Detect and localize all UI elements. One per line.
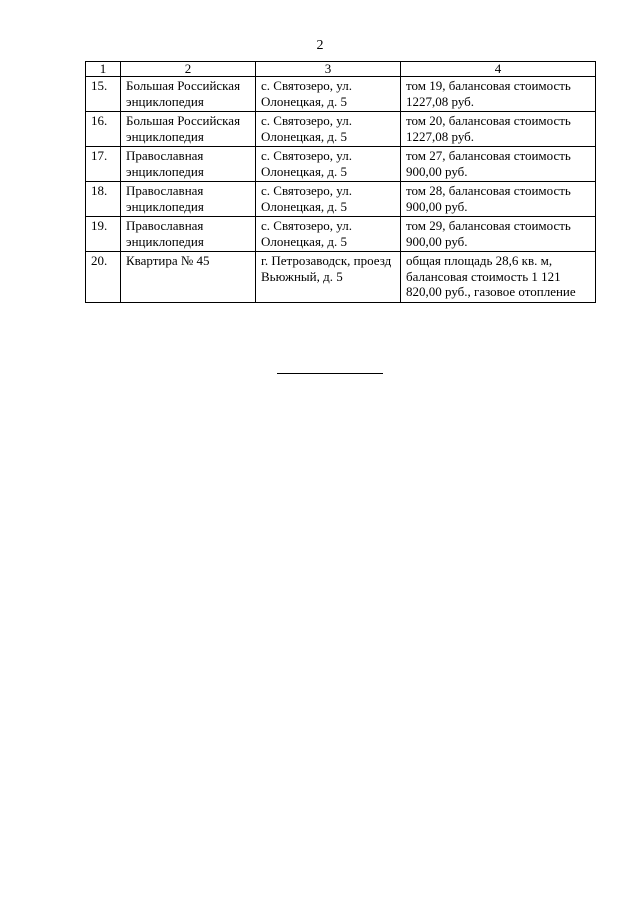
item-description: том 27, балансовая стоимость 900,00 руб. — [401, 147, 596, 182]
column-header: 1 — [86, 62, 121, 77]
item-name: Большая Российская энциклопедия — [121, 112, 256, 147]
row-number: 17. — [86, 147, 121, 182]
table-row — [86, 217, 596, 252]
item-description: том 28, балансовая стоимость 900,00 руб. — [401, 182, 596, 217]
item-description: том 20, балансовая стоимость 1227,08 руб. — [401, 112, 596, 147]
item-address: с. Святозеро, ул. Олонецкая, д. 5 — [256, 182, 401, 217]
column-header: 4 — [401, 62, 596, 77]
row-number: 16. — [86, 112, 121, 147]
item-name: Православная энциклопедия — [121, 147, 256, 182]
item-address: с. Святозеро, ул. Олонецкая, д. 5 — [256, 77, 401, 112]
table-row — [86, 147, 596, 182]
row-number: 19. — [86, 217, 121, 252]
row-number: 20. — [86, 252, 121, 303]
end-divider — [277, 373, 383, 374]
property-table — [85, 61, 596, 303]
item-address: с. Святозеро, ул. Олонецкая, д. 5 — [256, 217, 401, 252]
row-number: 18. — [86, 182, 121, 217]
page-number: 2 — [316, 38, 324, 53]
row-number: 15. — [86, 77, 121, 112]
column-header: 3 — [256, 62, 401, 77]
item-address: с. Святозеро, ул. Олонецкая, д. 5 — [256, 112, 401, 147]
item-address: с. Святозеро, ул. Олонецкая, д. 5 — [256, 147, 401, 182]
table-row — [86, 112, 596, 147]
table-row — [86, 77, 596, 112]
item-name: Православная энциклопедия — [121, 182, 256, 217]
column-header: 2 — [121, 62, 256, 77]
table-row — [86, 182, 596, 217]
item-description: том 29, балансовая стоимость 900,00 руб. — [401, 217, 596, 252]
table-header-row — [86, 62, 596, 77]
item-description: том 19, балансовая стоимость 1227,08 руб. — [401, 77, 596, 112]
item-name: Православная энциклопедия — [121, 217, 256, 252]
item-address: г. Петрозаводск, проезд Вьюжный, д. 5 — [256, 252, 401, 303]
item-name: Квартира № 45 — [121, 252, 256, 303]
item-name: Большая Российская энциклопедия — [121, 77, 256, 112]
item-description: общая площадь 28,6 кв. м, балансовая стоимость 1 121 820,00 руб., газовое отопление — [401, 252, 596, 303]
table-row — [86, 252, 596, 303]
